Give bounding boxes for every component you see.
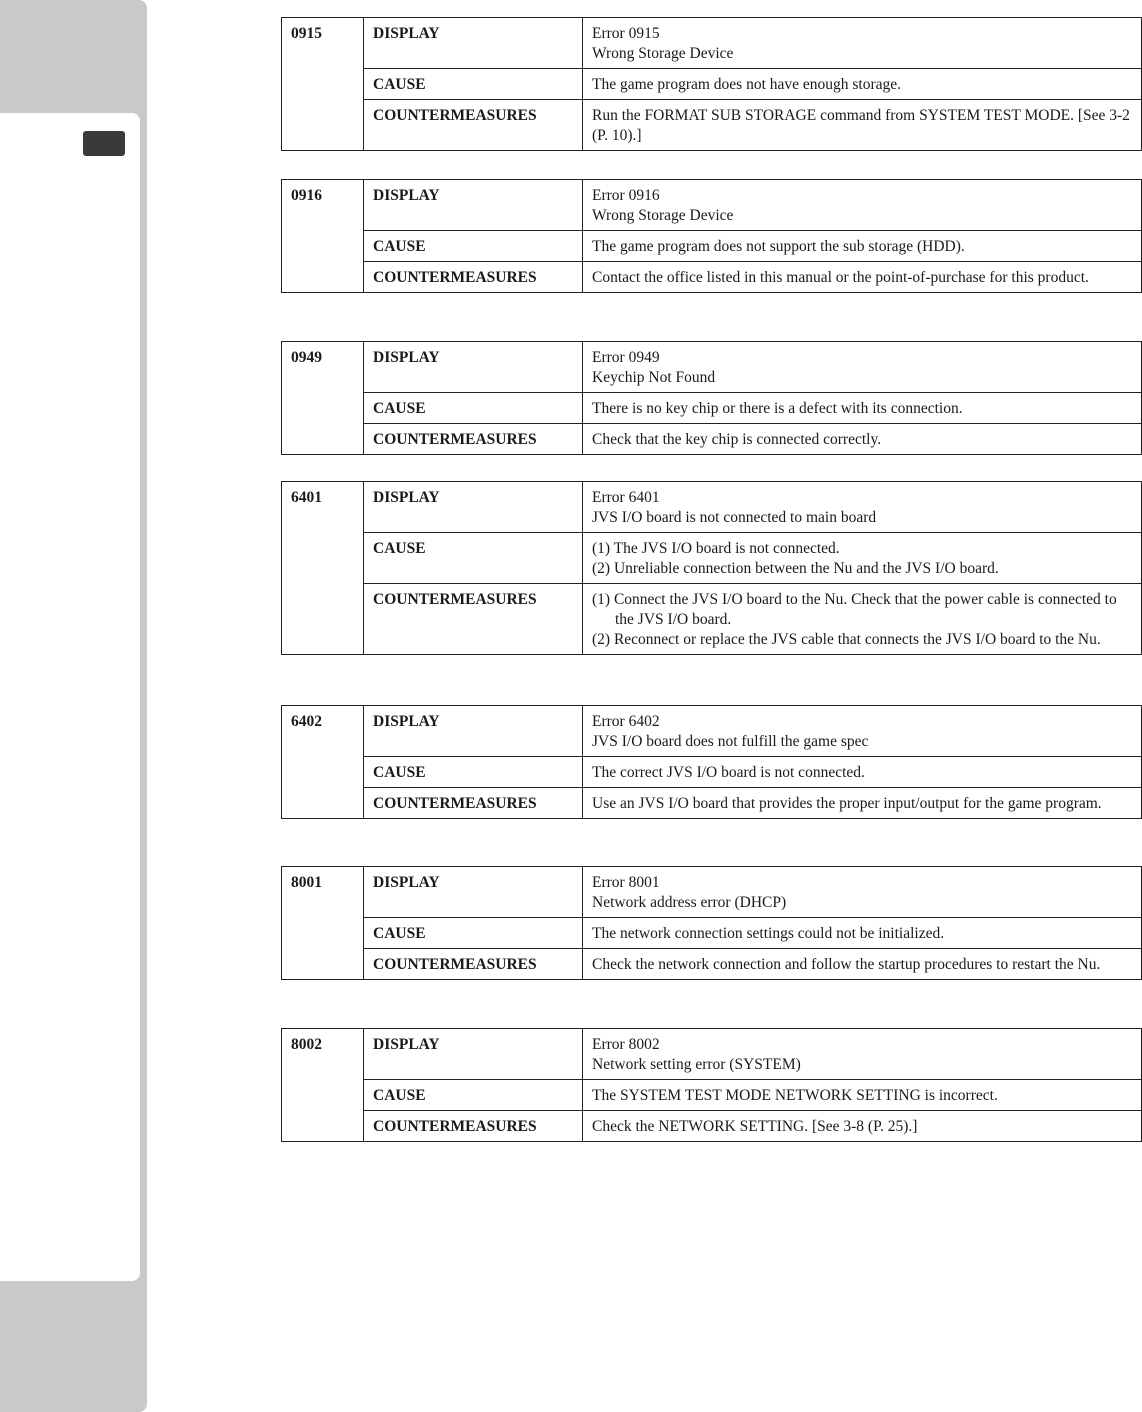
display-row	[282, 18, 1142, 69]
row-label: COUNTERMEASURES	[364, 788, 583, 819]
display-row	[282, 482, 1142, 533]
cause-row	[282, 533, 1142, 584]
row-label: CAUSE	[364, 231, 583, 262]
error-table-0916	[281, 179, 1142, 293]
row-label: CAUSE	[364, 533, 583, 584]
cause-row	[282, 918, 1142, 949]
cause-row	[282, 393, 1142, 424]
display-row	[282, 180, 1142, 231]
text-line: JVS I/O board does not fulfill the game spec	[592, 733, 869, 750]
row-label: DISPLAY	[364, 867, 583, 918]
row-text	[583, 706, 1142, 757]
text-line: Error 8002	[592, 1036, 660, 1053]
display-row	[282, 706, 1142, 757]
error-table-0949	[281, 341, 1142, 455]
display-row	[282, 1029, 1142, 1080]
cause-row	[282, 757, 1142, 788]
row-text	[583, 584, 1142, 655]
error-table-6402	[281, 705, 1142, 819]
chapter-tab	[83, 131, 125, 156]
row-label: COUNTERMEASURES	[364, 1111, 583, 1142]
error-code: 0916	[282, 180, 364, 293]
text-line: Wrong Storage Device	[592, 45, 734, 62]
text-line: (1) Connect the JVS I/O board to the Nu. Check that the power cable is connected to the JVS I/O board.	[592, 591, 1117, 628]
countermeasures-row	[282, 1111, 1142, 1142]
error-code: 6402	[282, 706, 364, 819]
text-line: Use an JVS I/O board that provides the proper input/output for the game program.	[592, 795, 1102, 812]
text-line: Wrong Storage Device	[592, 207, 734, 224]
text-line: Check the network connection and follow the startup procedures to restart the Nu.	[592, 956, 1101, 973]
row-label: CAUSE	[364, 1080, 583, 1111]
error-code: 6401	[282, 482, 364, 655]
text-line: Contact the office listed in this manual or the point-of-purchase for this product.	[592, 269, 1089, 286]
text-line: Run the FORMAT SUB STORAGE command from SYSTEM TEST MODE. [See 3-2 (P. 10).]	[592, 107, 1130, 144]
text-line: The game program does not have enough storage.	[592, 76, 902, 93]
text-line: Check that the key chip is connected correctly.	[592, 431, 882, 448]
text-line: Error 6402	[592, 713, 660, 730]
error-code: 8002	[282, 1029, 364, 1142]
text-line: (1) The JVS I/O board is not connected.	[592, 540, 840, 557]
error-table-8001	[281, 866, 1142, 980]
row-text	[583, 1111, 1142, 1142]
error-code: 0915	[282, 18, 364, 151]
error-code: 0949	[282, 342, 364, 455]
text-line: Check the NETWORK SETTING. [See 3-8 (P. 25).]	[592, 1118, 918, 1135]
text-line: The game program does not support the sub storage (HDD).	[592, 238, 965, 255]
row-label: CAUSE	[364, 69, 583, 100]
row-text	[583, 949, 1142, 980]
cause-row	[282, 1080, 1142, 1111]
countermeasures-row	[282, 100, 1142, 151]
text-line: Error 6401	[592, 489, 660, 506]
row-text	[583, 788, 1142, 819]
text-line: There is no key chip or there is a defect with its connection.	[592, 400, 963, 417]
row-text	[583, 1029, 1142, 1080]
countermeasures-row	[282, 262, 1142, 293]
display-row	[282, 867, 1142, 918]
row-text	[583, 1080, 1142, 1111]
row-text	[583, 100, 1142, 151]
text-line: Network address error (DHCP)	[592, 894, 787, 911]
row-text	[583, 867, 1142, 918]
row-text	[583, 69, 1142, 100]
error-table-0915	[281, 17, 1142, 151]
error-table-8002	[281, 1028, 1142, 1142]
row-text	[583, 757, 1142, 788]
row-label: COUNTERMEASURES	[364, 584, 583, 655]
row-text	[583, 18, 1142, 69]
row-label: DISPLAY	[364, 482, 583, 533]
row-text	[583, 918, 1142, 949]
row-label: COUNTERMEASURES	[364, 262, 583, 293]
row-label: DISPLAY	[364, 180, 583, 231]
error-code: 8001	[282, 867, 364, 980]
text-line: Error 0949	[592, 349, 660, 366]
row-label: DISPLAY	[364, 706, 583, 757]
text-line: JVS I/O board is not connected to main board	[592, 509, 877, 526]
row-label: CAUSE	[364, 918, 583, 949]
text-line: Error 8001	[592, 874, 660, 891]
countermeasures-row	[282, 584, 1142, 655]
row-label: COUNTERMEASURES	[364, 100, 583, 151]
error-table-6401	[281, 481, 1142, 655]
text-line: Keychip Not Found	[592, 369, 716, 386]
row-text	[583, 393, 1142, 424]
row-text	[583, 262, 1142, 293]
display-row	[282, 342, 1142, 393]
row-label: CAUSE	[364, 757, 583, 788]
row-text	[583, 482, 1142, 533]
row-text	[583, 424, 1142, 455]
text-line: Network setting error (SYSTEM)	[592, 1056, 801, 1073]
row-label: DISPLAY	[364, 18, 583, 69]
row-label: CAUSE	[364, 393, 583, 424]
row-label: DISPLAY	[364, 1029, 583, 1080]
text-line: Error 0916	[592, 187, 660, 204]
text-line: The correct JVS I/O board is not connected.	[592, 764, 865, 781]
row-text	[583, 533, 1142, 584]
cause-row	[282, 231, 1142, 262]
countermeasures-row	[282, 424, 1142, 455]
text-line: (2) Unreliable connection between the Nu and the JVS I/O board.	[592, 560, 999, 577]
countermeasures-row	[282, 788, 1142, 819]
row-label: COUNTERMEASURES	[364, 949, 583, 980]
row-text	[583, 180, 1142, 231]
text-line: Error 0915	[592, 25, 660, 42]
sidebar-panel	[0, 113, 140, 1281]
row-label: DISPLAY	[364, 342, 583, 393]
row-label: COUNTERMEASURES	[364, 424, 583, 455]
text-line: The network connection settings could not be initialized.	[592, 925, 945, 942]
cause-row	[282, 69, 1142, 100]
countermeasures-row	[282, 949, 1142, 980]
row-text	[583, 342, 1142, 393]
row-text	[583, 231, 1142, 262]
text-line: The SYSTEM TEST MODE NETWORK SETTING is incorrect.	[592, 1087, 998, 1104]
text-line: (2) Reconnect or replace the JVS cable that connects the JVS I/O board to the Nu.	[592, 631, 1101, 648]
